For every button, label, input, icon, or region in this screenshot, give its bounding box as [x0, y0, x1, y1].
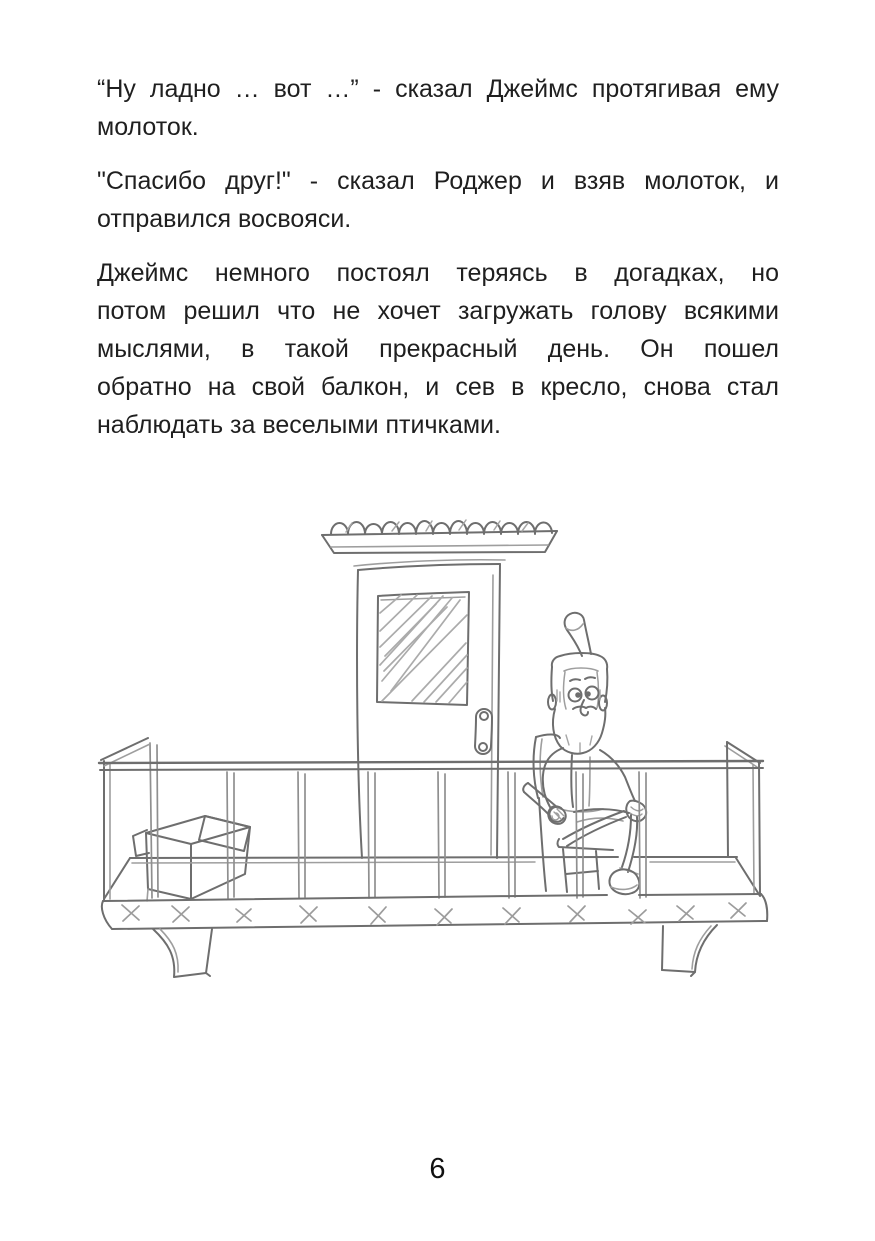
balcony-door	[354, 560, 505, 858]
left-pupil	[576, 693, 580, 697]
armchair	[523, 734, 613, 892]
corbel-brackets	[153, 925, 717, 977]
paragraph-3	[97, 254, 779, 444]
paragraph-2	[97, 162, 779, 238]
right-corbel	[662, 925, 717, 976]
hair-tuft	[565, 613, 591, 656]
balcony-railing	[99, 738, 763, 900]
mustache	[573, 707, 596, 709]
door-window	[377, 592, 469, 705]
text-line: молоток.	[97, 113, 199, 141]
text-line: отправился восвояси.	[97, 205, 352, 233]
story-text	[97, 70, 779, 460]
right-pupil	[586, 692, 590, 696]
top-rail	[99, 761, 763, 770]
bearded-man	[543, 613, 646, 894]
text-line: “Ну ладно … вот …” - сказал Джеймс протягивая ему	[97, 75, 779, 103]
text-line: потом решил что не хочет загружать голову всякими	[97, 297, 779, 325]
text-line: наблюдать за веселыми птичками.	[97, 411, 501, 439]
beard	[553, 707, 605, 754]
body	[543, 748, 635, 812]
balcony-sketch-illustration	[0, 495, 875, 1010]
right-corner-post	[725, 742, 760, 895]
text-line: мыслями, в такой прекрасный день. Он пошел	[97, 335, 779, 363]
door-handle	[475, 709, 492, 754]
window-reflection-hatch	[380, 595, 467, 703]
text-line: Джеймс немного постоял теряясь в догадках, но	[97, 259, 779, 287]
text-line: обратно на свой балкон, и сев в кресло, снова стал	[97, 373, 779, 401]
paragraph-1	[97, 70, 779, 146]
text-line: "Спасибо друг!" - сказал Роджер и взяв молоток, и	[97, 167, 779, 195]
shoe	[609, 869, 639, 894]
left-eyebrow	[570, 679, 580, 681]
right-eyebrow	[585, 677, 595, 679]
balcony-fascia	[102, 894, 767, 929]
legs	[563, 809, 638, 874]
page-number: 6	[429, 1153, 446, 1185]
left-corbel	[153, 929, 212, 977]
planter-box	[322, 520, 557, 553]
